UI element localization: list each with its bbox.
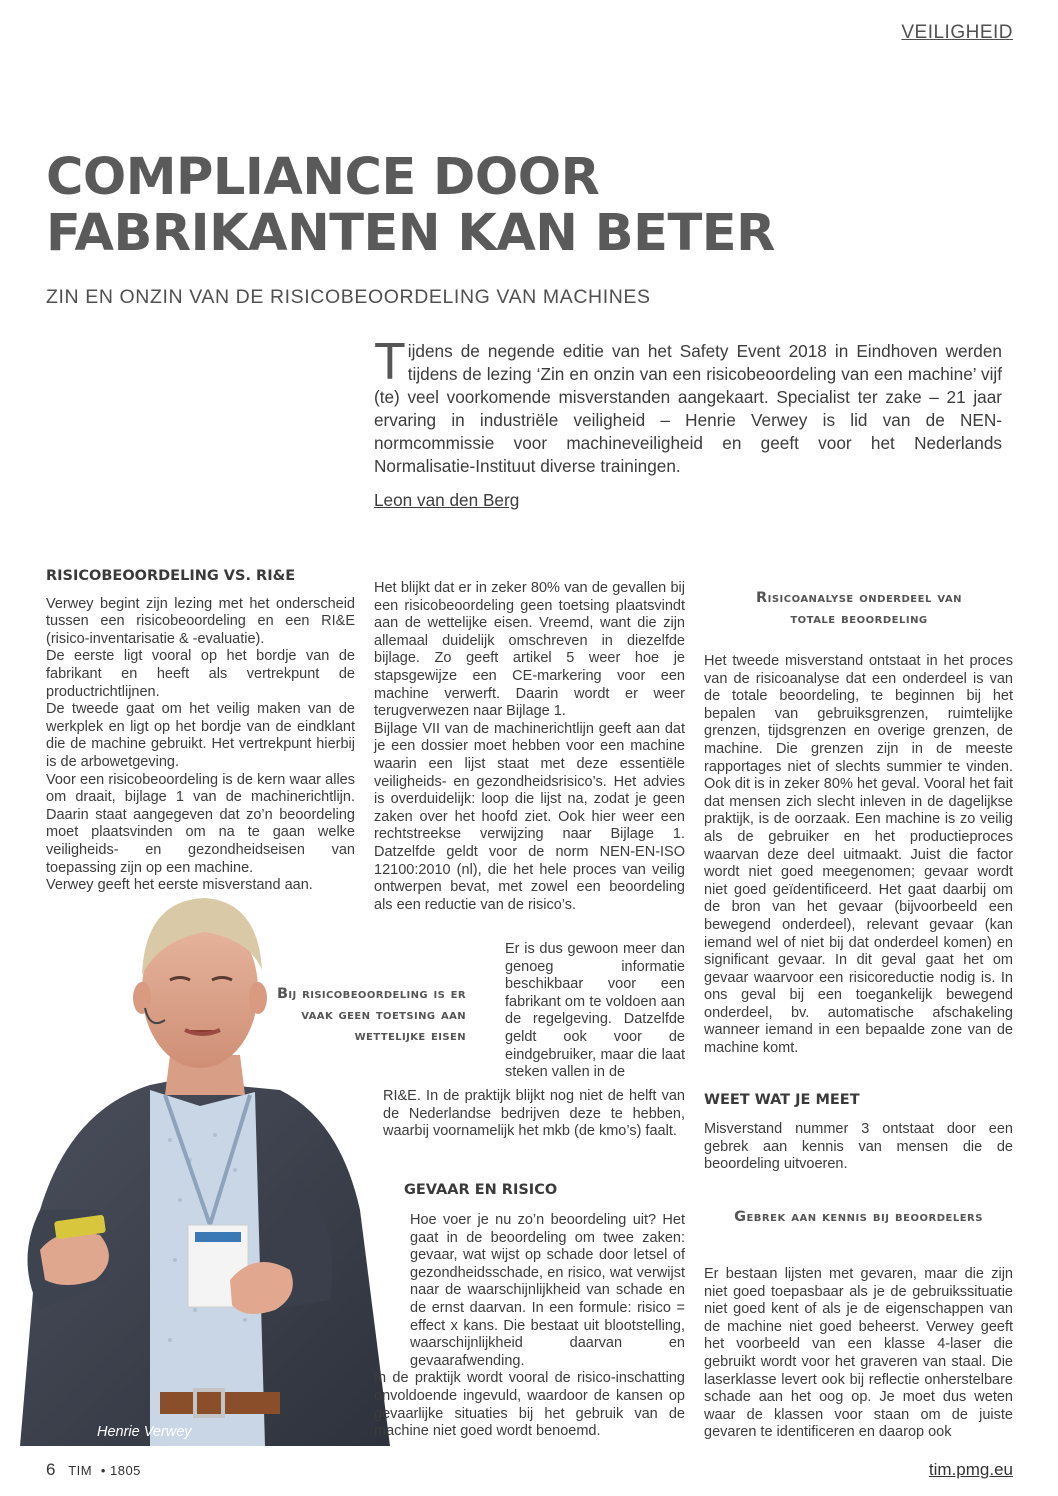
pull-quote: Bij risicobeoordeling is er vaak geen toetsing aan wettelijke eisen — [276, 986, 466, 1044]
col2-paragraph: Er is dus gewoon meer dan genoeg informatie beschikbaar voor een fabrikant om te voldoen aan de regelgeving. Datzelfde geldt ook voor de eindgebruiker, maar die laat steken vallen in de — [505, 941, 685, 1081]
photo-caption: Henrie Verwey — [97, 1424, 192, 1440]
title-line-2: FABRIKANTEN KAN BETER — [46, 204, 775, 263]
column-1 — [46, 568, 355, 895]
intro-paragraph — [374, 333, 1002, 478]
col2-continuation — [383, 1088, 685, 1141]
col3-block-2 — [704, 1121, 1013, 1174]
magazine-name: TIM — [68, 1463, 93, 1478]
col3-paragraph: Het tweede misverstand ontstaat in het proces van de risicoanalyse dat een onderdeel is van de totale beoordeling, te beginnen bij het bepalen van gebruiksgrenzen, ruimtelijke grenzen, tijdsgrenzen en overige grenzen, de machine. Die grenzen zijn in de meeste rapportages niet of slechts summier te vinden. Ook dit is in zeker 80% het geval. Vooral het fait dat mensen zich slecht inleven in de dagelijkse praktijk, is de oorzaak. Een machine is zo veilig als de gebruiker en het productieproces waarvan deze deel uitmaakt. Juist die factor wordt niet goed meegenomen; gevaar wordt niet goed geïdentificeerd. Het gaat daarbij om de bron van het gevaar (bijvoorbeeld een bewegend onderdeel), relevant gevaar (kan iemand wel of niet bij dat onderdeel komen) en significant gevaar. In dit geval gaat het om gevaar waarvoor een risicoreductie nodig is. In ons geval bij een toegankelijk bewegend onderdeel, bv. automatische afschakeling wanneer iemand in een bepaalde zone van de machine komt. — [704, 653, 1013, 1057]
article-title — [46, 150, 846, 262]
issue-number: • 1805 — [100, 1463, 141, 1478]
col2-paragraph: RI&E. In de praktijk blijkt nog niet de helft van de Nederlandse bedrijven deze te hebben, waarbij voornamelijk het mkb (de kmo’s) faalt. — [383, 1088, 685, 1140]
col2-paragraph: Het blijkt dat er in zeker 80% van de gevallen bij een risicobeoordeling geen toetsing plaatsvindt aan de wettelijke eisen. Vreemd, want die zijn allemaal duidelijk omschreven in diezelfde bijlage. Zo geeft artikel 5 weer hoe je stapsgewijze een CE-markering voor een machine verwerft. Daarin wordt er weer terugverwezen naar Bijlage 1. — [374, 580, 685, 720]
article-subtitle: ZIN EN ONZIN VAN DE RISICOBEOORDELING VAN MACHINES — [46, 286, 651, 308]
col1-paragraph: Verwey begint zijn lezing met het onderscheid tussen een risicobeoordeling en een RI&E (risico-inventarisatie & -evaluatie). — [46, 595, 355, 647]
intro-text: ijdens de negende editie van het Safety Event 2018 in Eindhoven werden tijdens de lezing ‘Zin en onzin van een risicobeoordeling van een machine’ vijf (te) veel voorkomende misverstanden aangekaart. Specialist ter zake – 21 jaar ervaring in industriële veiligheid – Henrie Verwey is lid van de NEN-normcommissie voor machineveiligheid en geeft voor het Nederlands Normalisatie-Instituut diverse trainingen. — [374, 341, 1002, 476]
col3-paragraph: Er bestaan lijsten met gevaren, maar die zijn niet goed toepasbaar als je de gebruikssituatie niet goed kent of als je de eigenschappen van de machine niet goed beheerst. Verwey geeft het voorbeeld van een klasse 4-laser die gebruikt wordt voor het graveren van staal. Die laserklasse levert ook bij reflectie onherstelbare schade aan het oog op. Je moet dus weten waar de klassen voor staan om de juiste gevaren te identificeren en daarop ook — [704, 1266, 1013, 1441]
col2-lower — [374, 1212, 685, 1441]
author-byline[interactable]: Leon van den Berg — [374, 490, 520, 510]
drop-cap: T — [374, 333, 406, 391]
column-2 — [374, 580, 685, 914]
section-tag: VEILIGHEID — [901, 22, 1013, 43]
column-3 — [704, 653, 1013, 1058]
col3-block-3 — [704, 1266, 1013, 1442]
heading-weet-wat-je-meet: WEET WAT JE MEET — [704, 1092, 860, 1108]
col2-paragraph: Bijlage VII van de machinerichtlijn geeft aan dat je een dossier moet hebben voor een machine waarin een lijst staat met deze essentiële veiligheids- en gezondheidsrisico’s. Het advies is overduidelijk: loop die lijst na, zodat je geen zaken over het hoofd ziet. Ook hier weer een rechtstreekse verwijzing naar Bijlage 1. Datzelfde geldt voor de norm NEN-EN-ISO 12100:2010 (nl), die het hele proces van veilig ontwerpen bevat, met zowel een beoordeling als een reductie van de risico’s. — [374, 720, 685, 913]
speaker-illustration — [0, 880, 400, 1446]
footer-url-link[interactable]: tim.pmg.eu — [928, 1460, 1013, 1479]
col2-paragraph: Hoe voer je nu zo’n beoordeling uit? Het gaat in de beoordeling om twee zaken: gevaar, wat wijst op schade door letsel of gezondheidsschade, en risico, wat verwijst naar de waarschijnlijkheid van schade en de ernst daarvan. In een formule: risico = effect x kans. Die bestaat uit blootstelling, waarschijnlijkheid daarvan en gevaarafwending. — [410, 1212, 685, 1369]
footer-page-info — [46, 1460, 141, 1480]
heading-risicoanalyse: Risicoanalyse onderdeel van totale beoordeling — [755, 590, 963, 627]
col2-wrap-paragraph — [505, 941, 685, 1082]
heading-gevaar-en-risico: GEVAAR EN RISICO — [404, 1182, 558, 1198]
col1-paragraph: Voor een risicobeoordeling is de kern waar alles om draait, bijlage 1 van de machinerichtlijn. Daarin staat aangegeven dat zo’n beoordeling moet plaatsvinden om na te gaan welke veiligheids- en gezondheidseisen van toepassing zijn op een machine. — [46, 771, 355, 876]
col1-paragraph: Verwey geeft het eerste misverstand aan. — [46, 877, 313, 894]
col2-paragraph: In de praktijk wordt vooral de risico-inschatting onvoldoende ingevuld, waardoor de kansen op gevaarlijke situaties bij het gebruik van de machine niet goed wordt benoemd. — [374, 1370, 685, 1440]
col3-paragraph: Misverstand nummer 3 ontstaat door een gebrek aan kennis van mensen die de beoordeling uitvoeren. — [704, 1121, 1013, 1173]
speaker-photo — [0, 880, 400, 1446]
title-line-1: COMPLIANCE DOOR — [46, 148, 600, 207]
page-number: 6 — [46, 1460, 56, 1479]
col1-paragraph: De tweede gaat om het veilig maken van de werkplek en ligt op het bordje van de eindklant die de machine gebruikt. Het vertrekpunt hierbij is de arbowetgeving. — [46, 701, 355, 770]
heading-gebrek-aan-kennis: Gebrek aan kennis bij beoordelers — [734, 1209, 983, 1225]
heading-risicobeoordeling: RISICOBEOORDELING VS. RI&E — [46, 568, 296, 584]
col1-paragraph: De eerste ligt vooral op het bordje van de fabrikant en heeft als vertrekpunt de productrichtlijnen. — [46, 648, 355, 700]
